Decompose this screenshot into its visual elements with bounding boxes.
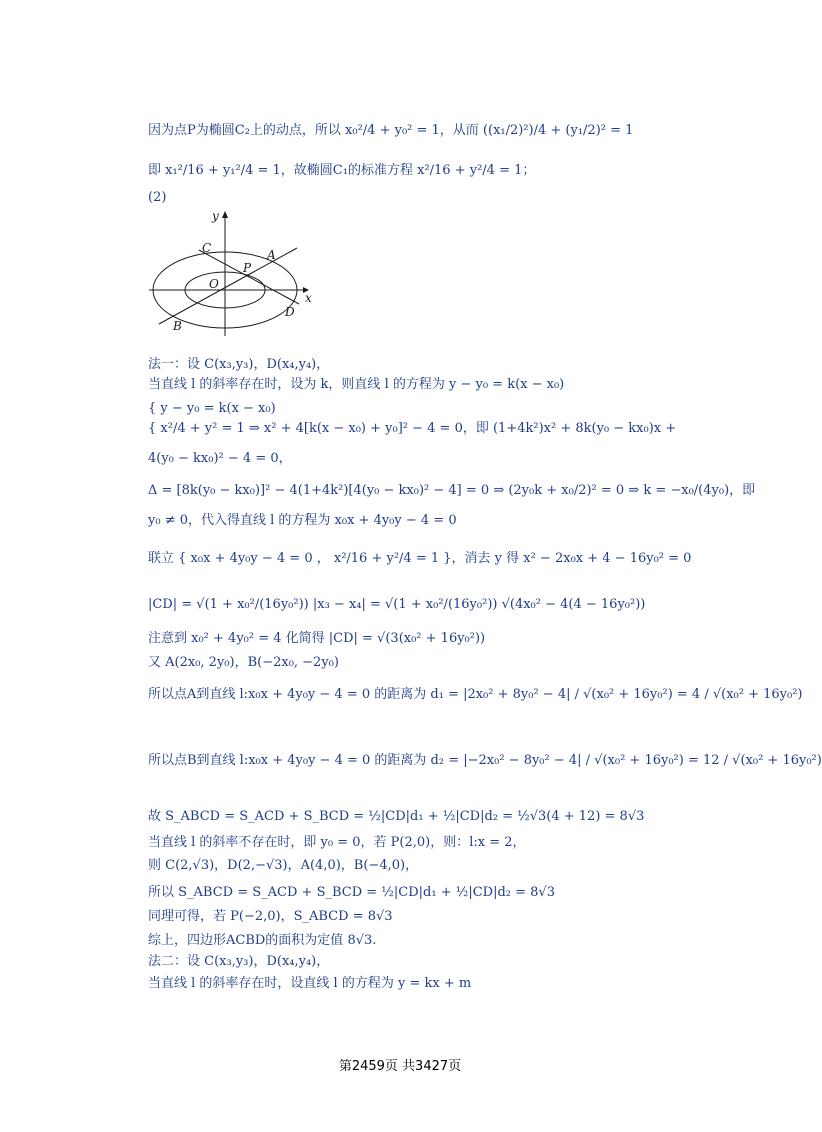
point-label-b: B <box>173 319 182 333</box>
text-line: 所以 S_ABCD = S_ACD + S_BCD = ½|CD|d₁ + ½|CD|d₂ = 8√3 <box>148 885 555 900</box>
text-line: 法二：设 C(x₃,y₃)，D(x₄,y₄)， <box>148 954 330 969</box>
text-line: 当直线 l 的斜率存在时，设直线 l 的方程为 y = kx + m <box>148 976 472 991</box>
text-line: 法一：设 C(x₃,y₃)，D(x₄,y₄)， <box>148 357 330 372</box>
text-line: 因为点P为椭圆C₂上的动点，所以 x₀²/4 + y₀² = 1，从而 ((x₁/2)²)/4 + (y₁/2)² = 1 <box>148 123 634 138</box>
text-line: { y − y₀ = k(x − x₀) <box>148 401 276 416</box>
point-label-d: D <box>285 305 295 319</box>
part-label: (2) <box>148 190 167 205</box>
text-line: 即 x₁²/16 + y₁²/4 = 1，故椭圆C₁的标准方程 x²/16 + y²/4 = 1； <box>148 163 536 178</box>
text-line: |CD| = √(1 + x₀²/(16y₀²)) |x₃ − x₄| = √(1 + x₀²/(16y₀²)) √(4x₀² − 4(4 − 16y₀²)) <box>148 597 646 612</box>
text-line: Δ = [8k(y₀ − kx₀)]² − 4(1+4k²)[4(y₀ − kx₀)² − 4] = 0 ⇒ (2y₀k + x₀/2)² = 0 ⇒ k = −x₀/(4y₀)，即 <box>148 483 756 498</box>
text-line: { x²/4 + y² = 1 ⇒ x² + 4[k(x − x₀) + y₀]² − 4 = 0，即 (1+4k²)x² + 8k(y₀ − kx₀)x + <box>148 421 677 436</box>
text-line: 注意到 x₀² + 4y₀² = 4 化简得 |CD| = √(3(x₀² + 16y₀²)) <box>148 631 486 646</box>
point-label-a: A <box>267 248 276 262</box>
ellipse-figure <box>145 208 330 340</box>
line-ab <box>159 248 297 324</box>
text-line: 所以点B到直线 l:x₀x + 4y₀y − 4 = 0 的距离为 d₂ = |−2x₀² − 8y₀² − 4| / √(x₀² + 16y₀²) = 12 / √(x₀² + 16y₀²) <box>148 753 822 768</box>
page-footer: 第2459页 共3427页 <box>338 1059 462 1074</box>
text-line: 当直线 l 的斜率不存在时，即 y₀ = 0，若 P(2,0)，则：l:x = 2， <box>148 835 526 850</box>
text-line: 故 S_ABCD = S_ACD + S_BCD = ½|CD|d₁ + ½|CD|d₂ = ½√3(4 + 12) = 8√3 <box>148 809 645 824</box>
text-line: y₀ ≠ 0，代入得直线 l 的方程为 x₀x + 4y₀y − 4 = 0 <box>148 513 457 528</box>
point-label-o: O <box>209 277 219 291</box>
text-line: 所以点A到直线 l:x₀x + 4y₀y − 4 = 0 的距离为 d₁ = |2x₀² + 8y₀² − 4| / √(x₀² + 16y₀²) = 4 / √(x₀² + 16y₀²) <box>148 687 803 702</box>
text-line: 又 A(2x₀, 2y₀)，B(−2x₀, −2y₀) <box>148 655 339 670</box>
point-label-c: C <box>202 241 212 255</box>
text-line: 综上，四边形ACBD的面积为定值 8√3. <box>148 933 377 948</box>
text-line: 则 C(2,√3)，D(2,−√3)，A(4,0)，B(−4,0)， <box>148 858 419 873</box>
text-line: 联立 { x₀x + 4y₀y − 4 = 0 ， x²/16 + y²/4 = 1 }，消去 y 得 x² − 2x₀x + 4 − 16y₀² = 0 <box>148 551 692 566</box>
point-label-p: P <box>243 261 252 275</box>
y-axis-arrow <box>222 211 228 218</box>
y-axis-label: y <box>212 209 219 223</box>
x-axis-label: x <box>305 291 312 305</box>
text-line: 同理可得，若 P(−2,0)，S_ABCD = 8√3 <box>148 909 393 924</box>
text-line: 4(y₀ − kx₀)² − 4 = 0， <box>148 451 292 466</box>
text-line: 当直线 l 的斜率存在时，设为 k，则直线 l 的方程为 y − y₀ = k(x − x₀) <box>148 377 565 392</box>
